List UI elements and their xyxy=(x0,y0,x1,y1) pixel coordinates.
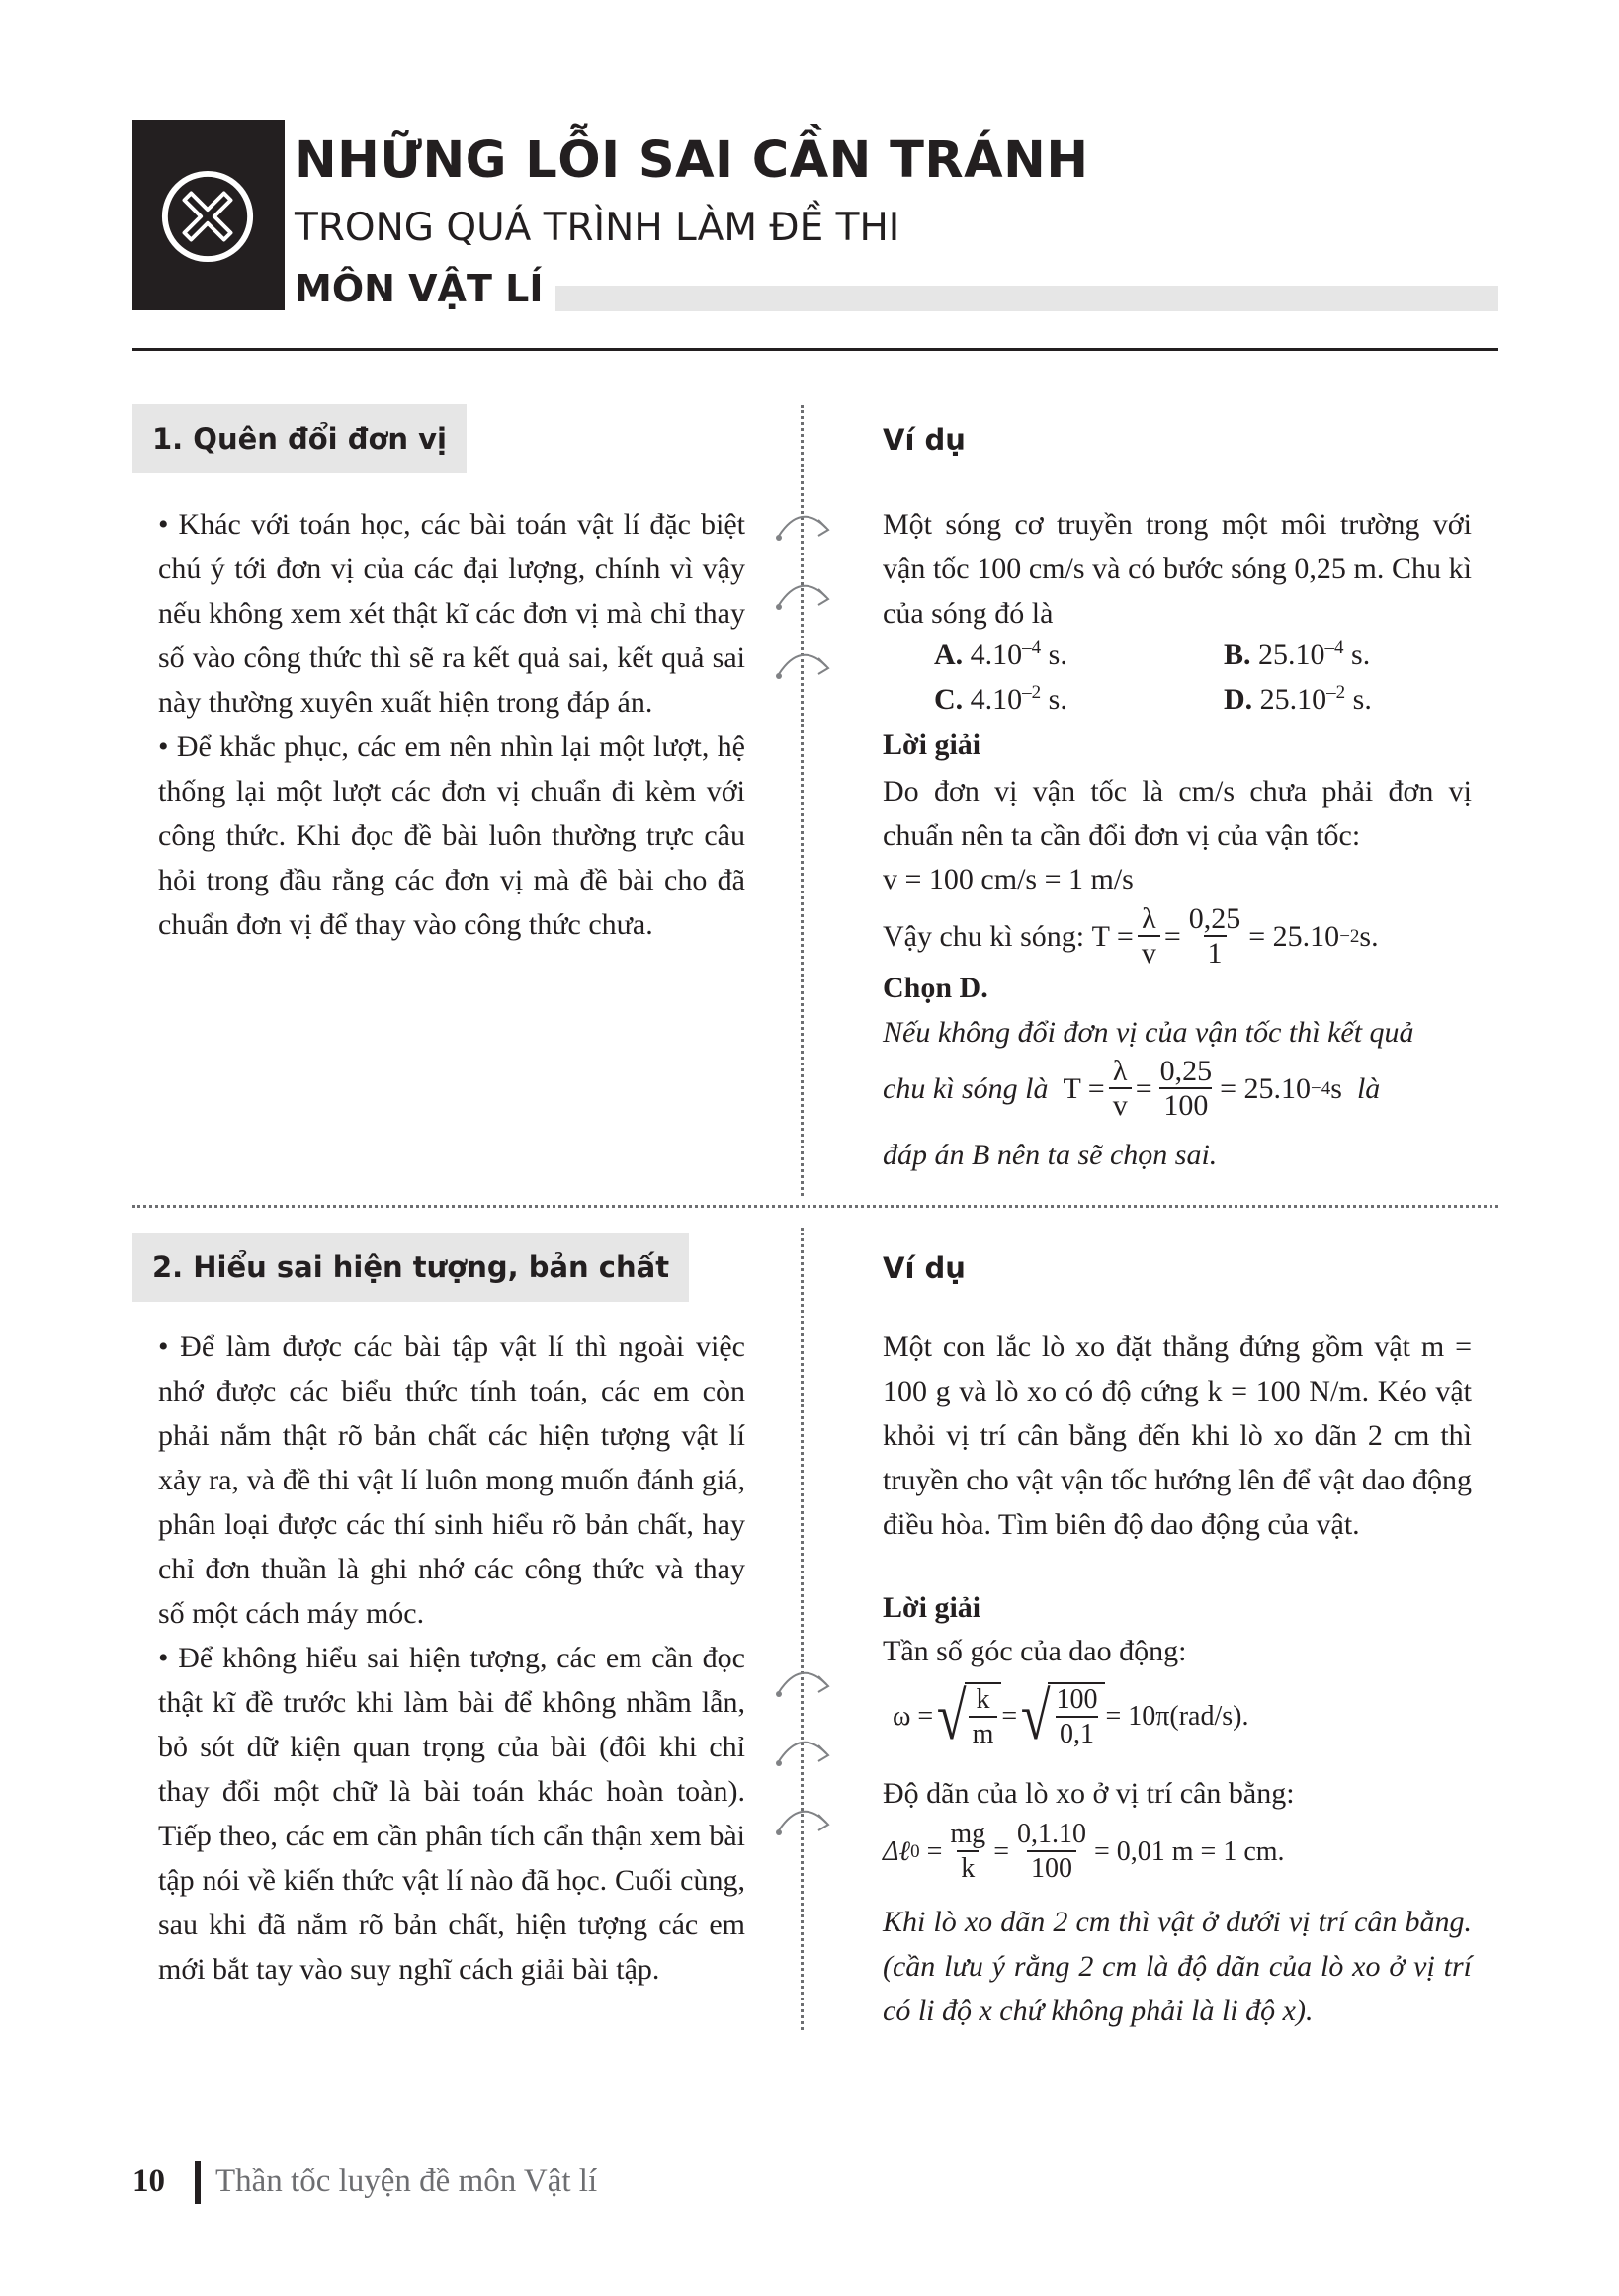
section1-note-line2: chu kì sóng là T = $\frac{\lambda}{v}$ = $\frac{0,25}{100}$ = 25.10 −4 s là xyxy=(883,1055,1381,1122)
sqrt-k-m: √ $\frac{k}{m}$ xyxy=(933,1682,1001,1751)
section2-bullet2: • Để không hiểu sai hiện tượng, các em cần đọc thật kĩ đề trước khi làm bài để không nhầm lẫn, bỏ sót dữ kiện quan trọng của bài (đôi khi chỉ thay đổi một chữ là bài toán khác hoàn toàn). Tiếp theo, các em cần phân tích cẩn thận xem bài tập nói về kiến thức vật lí nào đã học. Cuối cùng, sau khi đã nắm rõ bản chất, hiện tượng các em mới bắt tay vào suy nghĩ cách giải bài tập. xyxy=(158,1642,745,1986)
section1-bullet1: • Khác với toán học, các bài toán vật lí đặc biệt chú ý tới đơn vị của các đại lượng, chính vì vậy nếu không xem xét thật kĩ các đơn vị mà chỉ thay số vào công thức thì sẽ ra kết quả sai, kết quả sai này thường xuyên xuất hiện trong đáp án. xyxy=(158,508,745,719)
section2-omega-text: Tần số góc của dao động: xyxy=(883,1635,1187,1667)
option-b: B. $25.10^{-4}$ s. xyxy=(1224,638,1371,671)
section2-tips xyxy=(158,1324,745,1992)
page-title: NHỮNG LỖI SAI CẦN TRÁNH xyxy=(295,131,1089,190)
page-number: 10 xyxy=(132,2164,165,2199)
section1-solution-text: Do đơn vị vận tốc là cm/s chưa phải đơn vị chuẩn nên ta cần đổi đơn vị của vận tốc: xyxy=(883,775,1472,852)
section2-solution-label: Lời giải xyxy=(883,1591,981,1624)
header-grey-bar xyxy=(555,286,1498,311)
fraction-lambda-v: $\frac{\lambda}{v}$ xyxy=(1138,903,1160,971)
option-c: C. $4.10^{-2}$ s. xyxy=(934,682,1067,716)
fraction-value: $\frac{0,25}{1}$ xyxy=(1188,902,1241,970)
section1-heading: 1. Quên đổi đơn vị xyxy=(132,404,467,473)
section1-tips xyxy=(158,502,745,947)
section2-heading: 2. Hiểu sai hiện tượng, bản chất xyxy=(132,1233,689,1302)
header-rule xyxy=(132,348,1498,351)
section1-bullet2: • Để khắc phục, các em nên nhìn lại một lượt, hệ thống lại một lượt các đơn vị chuẩn đi kèm với công thức. Khi đọc đề bài luôn thường trực câu hỏi trong đầu rằng các đơn vị mà đề bài cho đã chuẩn đơn vị để thay vào công thức chưa. xyxy=(158,730,745,941)
section1-example-heading: Ví dụ xyxy=(883,423,966,457)
book-title: Thần tốc luyện đề môn Vật lí xyxy=(215,2164,598,2199)
section2-bullet1: • Để làm được các bài tập vật lí thì ngoài việc nhớ được các biểu thức tính toán, các em còn phải nắm thật rõ bản chất các hiện tượng vật lí xảy ra, và đề thi vật lí luôn mong muốn đánh giá, phân loại được các thí sinh hiểu rõ bản chất, hay chỉ đơn thuần là ghi nhớ các công thức và thay số một cách máy móc. xyxy=(158,1330,745,1630)
section1-note-line3: đáp án B nên ta sẽ chọn sai. xyxy=(883,1139,1218,1171)
option-d: D. $25.10^{-2}$ s. xyxy=(1224,682,1372,716)
section1-solution-label: Lời giải xyxy=(883,728,981,761)
page-subtitle: TRONG QUÁ TRÌNH LÀM ĐỀ THI xyxy=(295,206,900,250)
section2-omega-eq: ω = √ $\frac{k}{m}$ = √ $\frac{100}{0,1}$ = 10π(rad/s). xyxy=(893,1678,1249,1753)
section1-eq1: v = 100 cm/s = 1 m/s xyxy=(883,863,1134,895)
section2-note: Khi lò xo dãn 2 cm thì vật ở dưới vị trí cân bằng. (cần lưu ý rằng 2 cm là độ dãn của lò xo ở vị trí có li độ x chứ không phải là li độ x). xyxy=(883,1906,1472,2027)
section1-note-line1: Nếu không đổi đơn vị của vận tốc thì kết quả xyxy=(883,1016,1414,1049)
column-divider-2 xyxy=(801,1228,804,2030)
arrow-decoration-1 xyxy=(771,494,842,722)
sqrt-values: √ $\frac{100}{0,1}$ xyxy=(1017,1682,1105,1751)
footer-bar xyxy=(195,2161,201,2204)
section2-delta-eq: Δℓ 0 = $\frac{mg}{k}$ = $\frac{0,1.10}{100}$ = 0,01 m = 1 cm. xyxy=(883,1819,1285,1884)
section2-question: Một con lắc lò xo đặt thẳng đứng gồm vật m = 100 g và lò xo có độ cứng k = 100 N/m. Kéo vật khỏi vị trí cân bằng đến khi lò xo dãn 2 cm thì truyền cho vật vận tốc hướng lên để vật dao động điều hòa. Tìm biên độ dao động của vật. xyxy=(883,1330,1472,1541)
subject-title: MÔN VẬT LÍ xyxy=(295,267,544,310)
arrow-decoration-2 xyxy=(771,1651,842,1878)
section1-choice: Chọn D. xyxy=(883,972,988,1004)
section-divider xyxy=(132,1205,1498,1208)
section1-eq2: Vậy chu kì sóng: T = $\frac{\lambda}{v}$ = $\frac{0,25}{1}$ = 25.10 −2 s. xyxy=(883,902,1379,970)
section1-question: Một sóng cơ truyền trong một môi trường với vận tốc 100 cm/s và có bước sóng 0,25 m. Chu kì của sóng đó là xyxy=(883,508,1472,630)
section2-delta-text: Độ dãn của lò xo ở vị trí cân bằng: xyxy=(883,1777,1295,1810)
fraction-value-2: $\frac{0,25}{100}$ xyxy=(1159,1055,1213,1122)
section2-example-heading: Ví dụ xyxy=(883,1251,966,1285)
x-circle-icon xyxy=(159,168,256,265)
fraction-lambda-v-2: $\frac{\lambda}{v}$ xyxy=(1109,1056,1132,1123)
option-a: A. $4.10^{-4}$ s. xyxy=(934,638,1067,671)
